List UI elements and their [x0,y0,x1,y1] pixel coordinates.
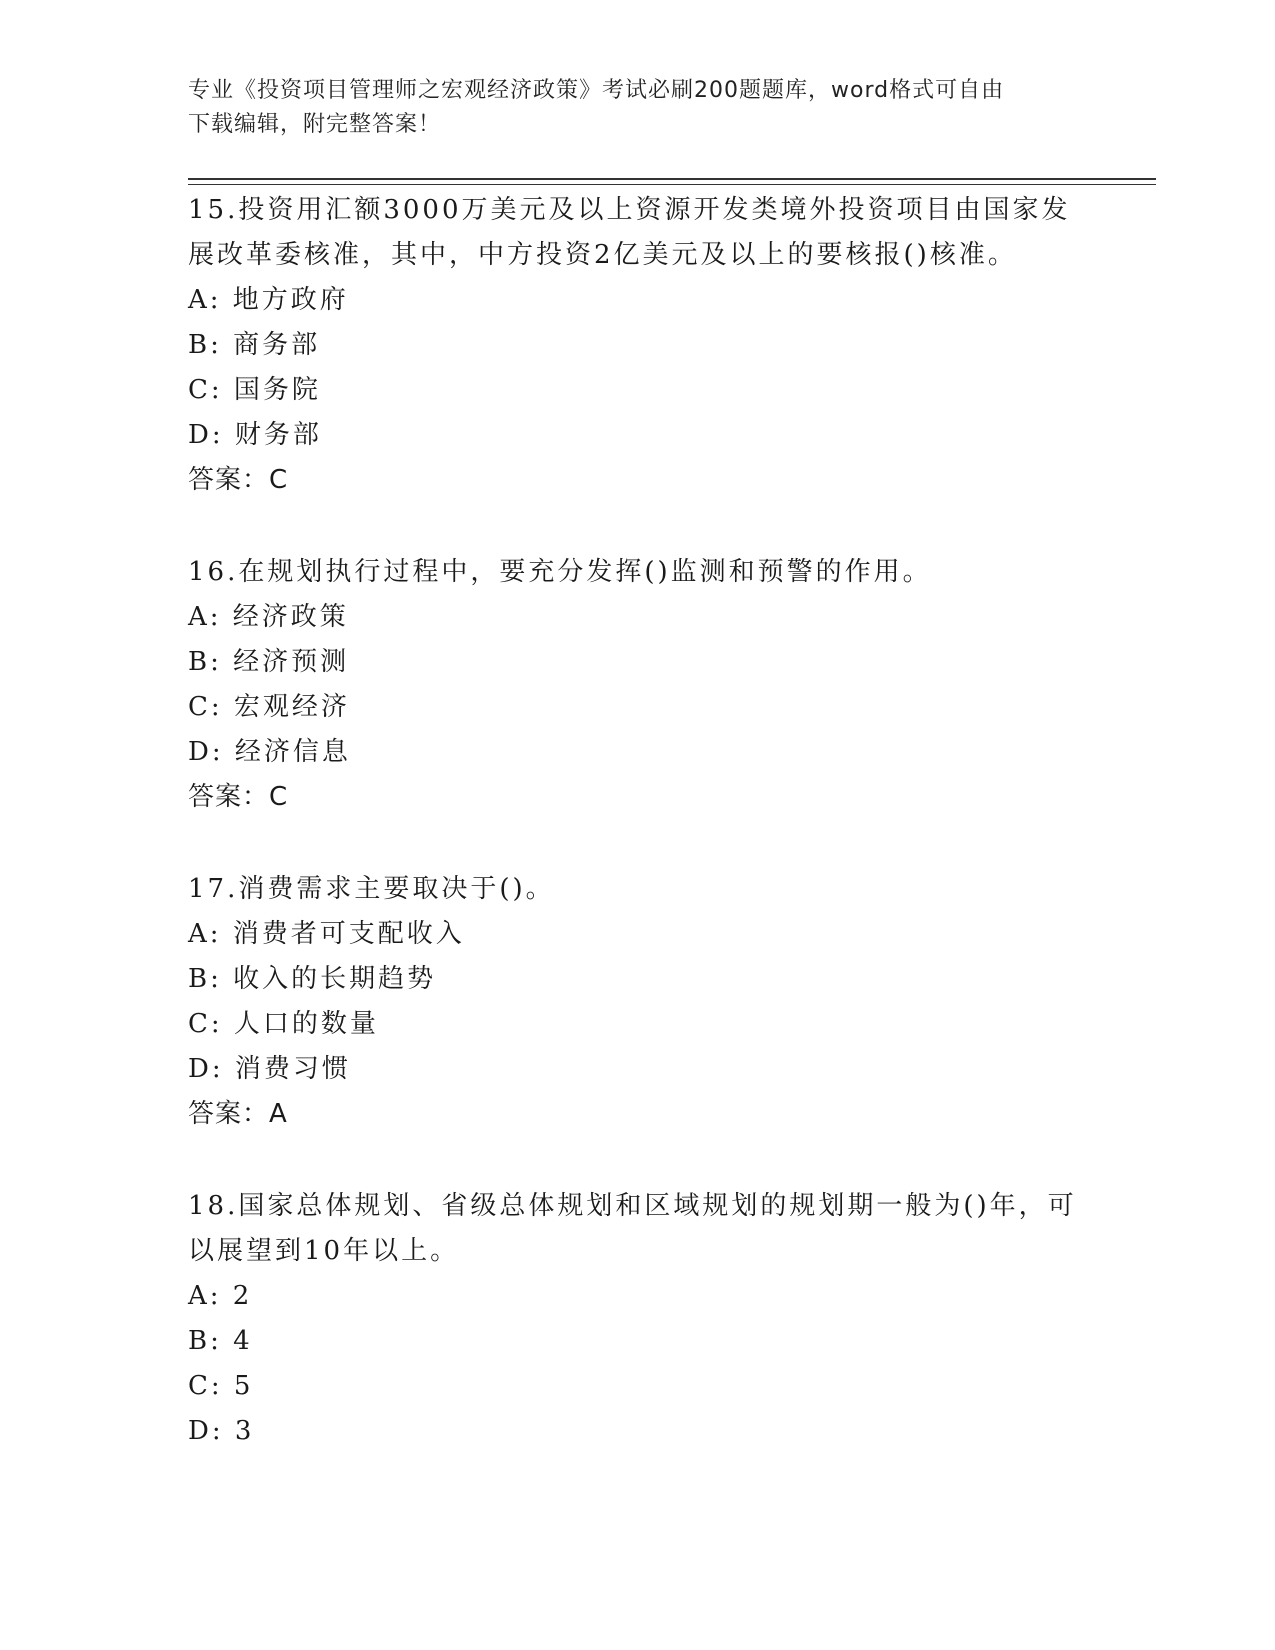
question-stem-line: 15.投资用汇额3000万美元及以上资源开发类境外投资项目由国家发 [188,195,1071,225]
question-16 [188,550,1088,820]
option-b: B: 商务部 [188,330,321,360]
option-c: C: 国务院 [188,375,321,405]
header-line-1: 专业《投资项目管理师之宏观经济政策》考试必刷200题题库，word格式可自由 [188,78,1005,103]
question-18 [188,1184,1088,1454]
question-list [188,188,1088,1454]
option-a: A: 经济政策 [188,602,349,632]
option-c: C: 人口的数量 [188,1009,379,1039]
option-b: B: 4 [188,1326,253,1356]
question-spacer [188,503,1088,550]
option-b: B: 经济预测 [188,647,350,677]
option-d: D: 经济信息 [188,737,351,767]
question-spacer [188,820,1088,867]
header-line-2: 下载编辑，附完整答案！ [188,112,442,137]
question-stem-line: 16.在规划执行过程中，要充分发挥()监测和预警的作用。 [188,557,932,587]
question-spacer [188,1137,1088,1184]
option-d: D: 3 [188,1416,255,1446]
question-stem-line: 17.消费需求主要取决于()。 [188,874,555,904]
header-divider-thin [188,184,1156,185]
option-d: D: 消费习惯 [188,1054,351,1084]
header-divider-thick [188,178,1156,180]
option-c: C: 5 [188,1371,254,1401]
question-stem-line: 展改革委核准，其中，中方投资2亿美元及以上的要核报()核准。 [188,240,1017,270]
option-a: A: 消费者可支配收入 [188,919,465,949]
question-15 [188,188,1088,503]
option-a: A: 地方政府 [188,285,349,315]
question-stem-line: 以展望到10年以上。 [188,1236,460,1266]
answer-line: 答案：A [188,1099,288,1129]
document-header [188,74,1088,142]
answer-line: 答案：C [188,782,289,812]
option-d: D: 财务部 [188,420,322,450]
option-c: C: 宏观经济 [188,692,350,722]
question-17 [188,867,1088,1137]
question-stem-line: 18.国家总体规划、省级总体规划和区域规划的规划期一般为()年，可 [188,1191,1077,1221]
answer-line: 答案：C [188,465,289,495]
option-a: A: 2 [188,1281,253,1311]
option-b: B: 收入的长期趋势 [188,964,437,994]
